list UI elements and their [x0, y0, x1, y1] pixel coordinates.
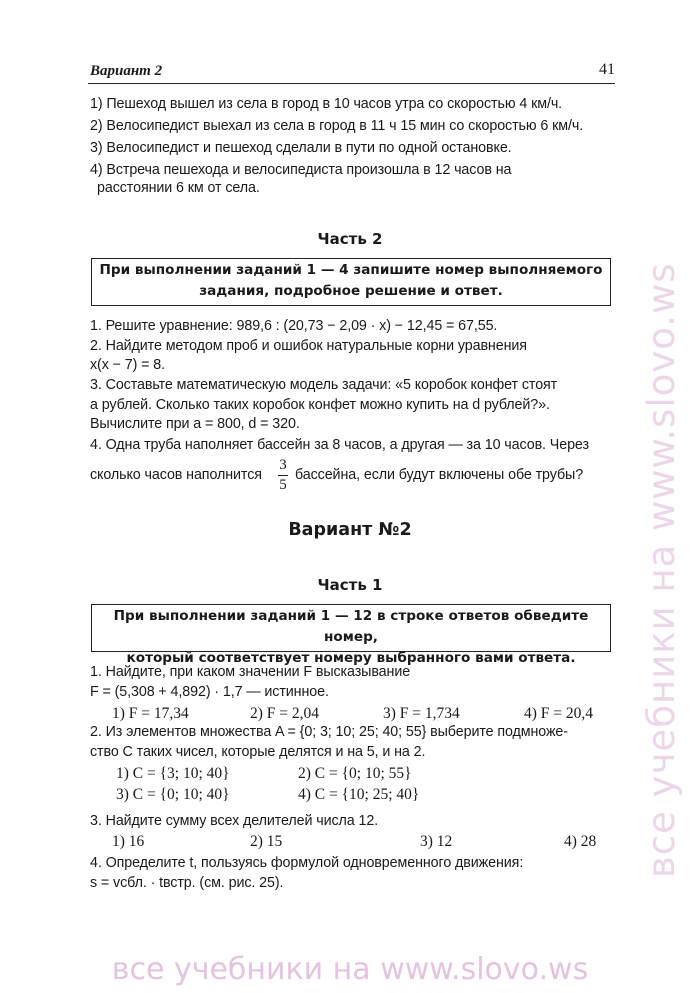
variant2-instruction-line-2: который соответствует номеру выбранного вами ответа.: [126, 650, 576, 666]
q4-text: 4. Определите t, пользуясь формулой одновременного движения:: [90, 855, 524, 871]
q1-option-1: 1) F = 17,34: [112, 705, 189, 722]
variant2-instruction-box: [91, 604, 611, 666]
q1-option-4: 4) F = 20,4: [524, 705, 594, 722]
part2-title: Часть 2: [317, 230, 383, 248]
watermark-bottom: все учебники на www.slovo.ws: [111, 952, 589, 987]
running-header: [88, 63, 615, 84]
part2-task-4-cont: сколько часов наполнится: [90, 467, 262, 483]
statement-4: 4) Встреча пешехода и велосипедиста произошла в 12 часов на: [90, 162, 512, 178]
q1-option-3: 3) F = 1,734: [383, 705, 460, 722]
q3-option-1: 1) 16: [112, 833, 145, 850]
header-variant: Вариант 2: [90, 63, 163, 79]
q3-option-4: 4) 28: [564, 833, 597, 850]
part2-instruction-line-1: При выполнении заданий 1 — 4 запишите номер выполняемого: [99, 262, 603, 278]
q2-option-3: 3) C = {0; 10; 40}: [116, 786, 230, 803]
q3-option-3: 3) 12: [420, 833, 453, 850]
part2-task-2: 2. Найдите методом проб и ошибок натуральные корни уравнения: [90, 338, 527, 354]
fraction-numerator: 3: [279, 457, 287, 473]
q2-text-cont: ство C таких чисел, которые делятся и на 5, и на 2.: [90, 744, 426, 760]
statement-1: 1) Пешеход вышел из села в город в 10 часов утра со скоростью 4 км/ч.: [90, 96, 563, 112]
part2-task-4: 4. Одна труба наполняет бассейн за 8 часов, а другая — за 10 часов. Через: [90, 437, 589, 453]
part2-task-3-cont: a рублей. Сколько таких коробок конфет можно купить на d рублей?».: [90, 397, 550, 413]
q2-option-4: 4) C = {10; 25; 40}: [298, 786, 420, 803]
q2-option-1: 1) C = {3; 10; 40}: [116, 765, 230, 782]
part2-task-3-values: Вычислите при a = 800, d = 320.: [90, 416, 300, 432]
q3-text: 3. Найдите сумму всех делителей числа 12.: [90, 813, 379, 829]
q3-option-2: 2) 15: [250, 833, 283, 850]
fraction-bar: [278, 475, 288, 476]
part2-task-2-cont: x(x − 7) = 8.: [90, 357, 165, 373]
fraction-denominator: 5: [279, 477, 287, 493]
q2-option-2: 2) C = {0; 10; 55}: [298, 765, 412, 782]
statement-2: 2) Велосипедист выехал из села в город в 11 ч 15 мин со скоростью 6 км/ч.: [90, 118, 584, 134]
part2-instruction-box: [91, 258, 611, 306]
variant2-part1-title: Часть 1: [317, 576, 383, 594]
statement-3: 3) Велосипедист и пешеход сделали в пути по одной остановке.: [90, 140, 512, 156]
watermark-side: все учебники на www.slovo.ws: [640, 262, 683, 878]
variant2-instruction-line-1: При выполнении заданий 1 — 12 в строке ответов обведите номер,: [113, 608, 589, 645]
statement-4-cont: расстоянии 6 км от села.: [97, 180, 260, 196]
q4-formula: s = vсбл. · tвстр. (см. рис. 25).: [90, 875, 284, 891]
part2-task-3: 3. Составьте математическую модель задачи: «5 коробок конфет стоят: [90, 377, 558, 393]
q1-option-2: 2) F = 2,04: [250, 705, 320, 722]
part2-task-1: 1. Решите уравнение: 989,6 : (20,73 − 2,09 · x) − 12,45 = 67,55.: [90, 318, 498, 334]
part2-instruction-line-2: задания, подробное решение и ответ.: [199, 283, 503, 299]
q2-text: 2. Из элементов множества A = {0; 3; 10; 25; 40; 55} выберите подмноже-: [90, 724, 568, 740]
page-number: 41: [599, 61, 615, 78]
fraction-three-fifths: [276, 457, 290, 494]
variant2-title: Вариант №2: [288, 520, 412, 540]
q1-text: 1. Найдите, при каком значении F высказывание: [90, 664, 411, 680]
part2-task-4-end: бассейна, если будут включены обе трубы?: [295, 467, 584, 483]
q1-formula: F = (5,308 + 4,892) · 1,7 — истинное.: [90, 684, 329, 700]
